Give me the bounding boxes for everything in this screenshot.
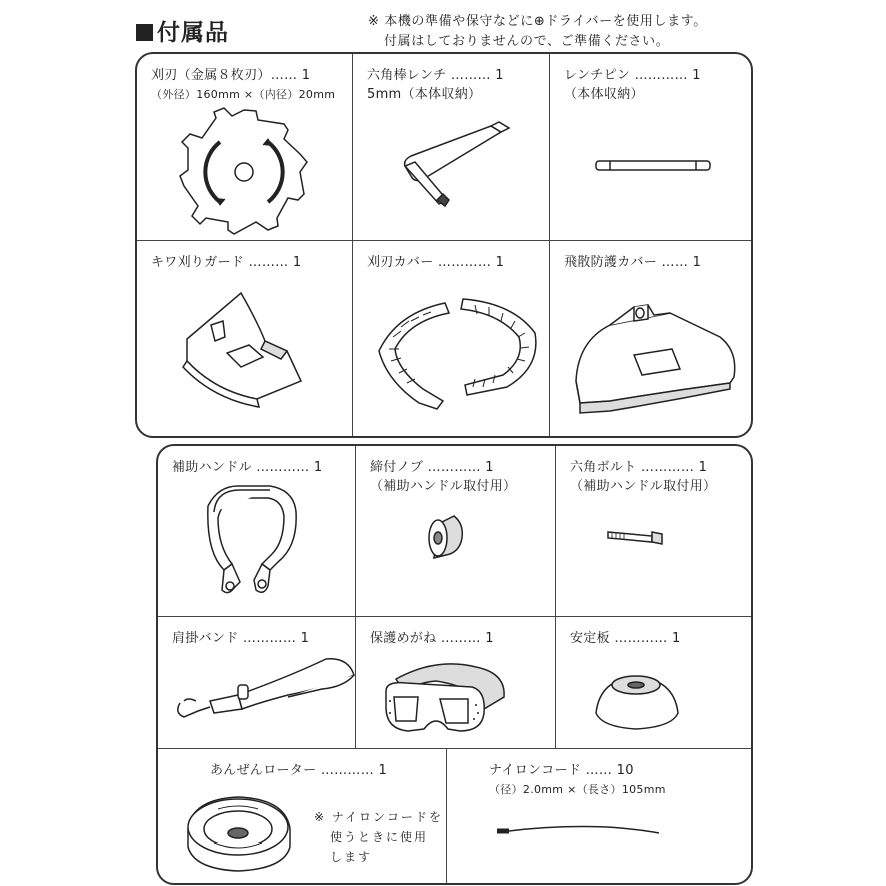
item-nylon-cord bbox=[446, 748, 753, 885]
item-safety-goggles bbox=[355, 616, 555, 748]
item-wrench-pin bbox=[549, 54, 753, 240]
item-name: 飛散防護カバー …… 1 bbox=[564, 255, 702, 270]
item-shoulder-strap bbox=[158, 616, 355, 748]
item-safety-rotor bbox=[158, 748, 446, 885]
item-detail: （補助ハンドル取付用） bbox=[570, 479, 717, 494]
edge-guard-icon bbox=[137, 241, 352, 438]
item-detail: （本体収納） bbox=[564, 87, 644, 102]
metal-blade-icon bbox=[137, 54, 352, 240]
note-line-1: ※ 本機の準備や保守などに⊕ドライバーを使用します。 bbox=[368, 14, 707, 29]
item-debris-guard bbox=[549, 240, 753, 438]
item-name: 安定板 ………… 1 bbox=[570, 631, 681, 646]
note-line: ※ ナイロンコードを bbox=[314, 810, 444, 824]
item-name: キワ刈りガード ……… 1 bbox=[151, 255, 302, 270]
shoulder-strap-icon bbox=[158, 617, 355, 749]
note-line: します bbox=[330, 850, 373, 864]
item-detail: （補助ハンドル取付用） bbox=[370, 479, 517, 494]
item-metal-blade bbox=[137, 54, 352, 240]
debris-guard-icon bbox=[550, 241, 753, 438]
item-auxiliary-handle bbox=[158, 446, 355, 616]
item-name: 保護めがね ……… 1 bbox=[370, 631, 494, 646]
item-name: ナイロンコード …… 10 bbox=[489, 763, 634, 778]
item-name: 肩掛バンド ………… 1 bbox=[172, 631, 310, 646]
item-name: 刈刃（金属８枚刃）…… 1 bbox=[151, 68, 311, 83]
item-tightening-knob bbox=[355, 446, 555, 616]
item-hex-bolt bbox=[555, 446, 753, 616]
page-title-text: 付属品 bbox=[157, 20, 229, 46]
safety-rotor-note bbox=[314, 807, 443, 867]
item-detail: （外径）160mm ×（内径）20mm bbox=[151, 88, 336, 101]
accessories-box-top bbox=[135, 52, 753, 438]
item-stabilizer-plate bbox=[555, 616, 753, 748]
wrench-pin-icon bbox=[550, 54, 753, 240]
accessories-box-bottom bbox=[156, 444, 753, 885]
item-detail: 5mm（本体収納） bbox=[367, 87, 482, 102]
item-name: 六角棒レンチ ……… 1 bbox=[367, 68, 504, 83]
item-edge-guard bbox=[137, 240, 352, 438]
safety-goggles-icon bbox=[356, 617, 556, 749]
item-name: レンチピン ………… 1 bbox=[564, 68, 701, 83]
tightening-knob-icon bbox=[356, 446, 556, 616]
item-detail: （径）2.0mm ×（長さ）105mm bbox=[489, 783, 666, 796]
item-name: 補助ハンドル ………… 1 bbox=[172, 460, 323, 475]
stabilizer-plate-icon bbox=[556, 617, 753, 749]
note-line-2: 付属はしておりませんので、ご準備ください。 bbox=[384, 34, 670, 49]
item-name: あんぜんローター ………… 1 bbox=[210, 763, 388, 778]
page-title bbox=[136, 14, 229, 47]
item-hex-wrench bbox=[352, 54, 549, 240]
square-bullet-icon bbox=[136, 24, 153, 41]
nylon-cord-icon bbox=[447, 749, 753, 885]
item-name: 締付ノブ ………… 1 bbox=[370, 460, 494, 475]
hex-bolt-icon bbox=[556, 446, 753, 616]
item-name: 刈刃カバー ………… 1 bbox=[367, 255, 505, 270]
blade-cover-icon bbox=[353, 241, 550, 438]
item-name: 六角ボルト ………… 1 bbox=[570, 460, 708, 475]
note-line: 使うときに使用 bbox=[330, 830, 429, 844]
auxiliary-handle-icon bbox=[158, 446, 355, 616]
hex-wrench-icon bbox=[353, 54, 550, 240]
item-blade-cover bbox=[352, 240, 549, 438]
